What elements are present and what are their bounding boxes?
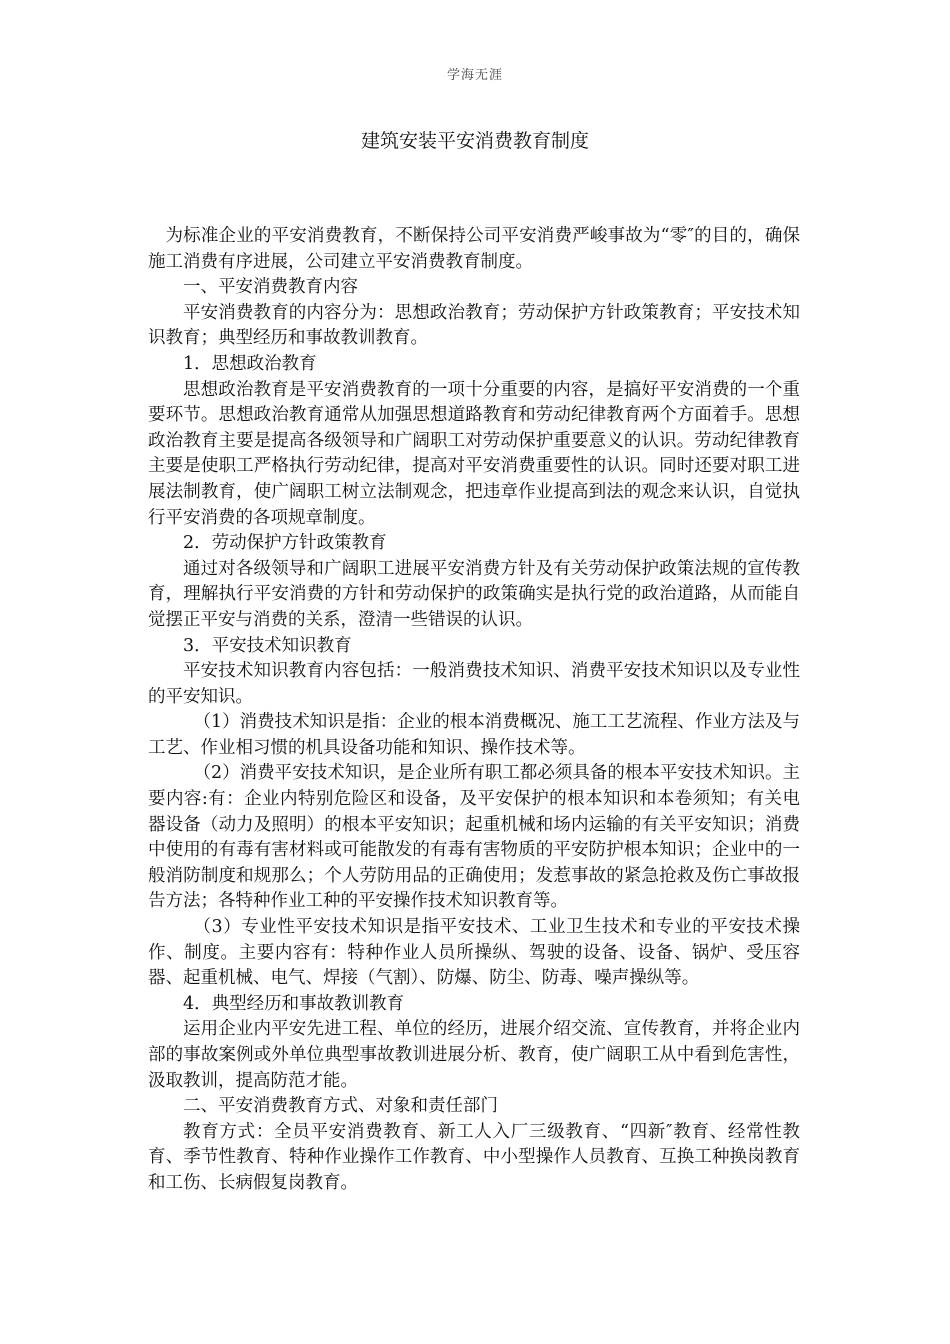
subsection-heading-3: 3．平安技术知识教育	[183, 635, 352, 656]
subsection-heading-2: 2．劳动保护方针政策教育	[183, 533, 387, 554]
page-header: 学海无涯	[446, 68, 503, 83]
list-item: （1）消费技术知识是指：企业的根本消费概况、施工工艺流程、作业方法及与工艺、作业相习惯的机具设备功能和知识、操作技术等。	[148, 712, 800, 758]
paragraph: 教育方式：全员平安消费教育、新工人入厂三级教育、“四新″教育、经常性教育、季节性教育、特种作业操作工作教育、中小型操作人员教育、互换工种换岗教育和工伤、长病假复岗教育。	[148, 1121, 800, 1193]
list-item: （2）消费平安技术知识，是企业所有职工都必须具备的根本平安技术知识。主要内容:有：企业内特别危险区和设备，及平安保护的根本知识和本卷须知；有关电器设备（动力及照明）的根本平安知识；起重机械和场内运输的有关平安知识；消费中使用的有毒有害材料或可能散发的有毒有害物质的平安防护根本知识；企业中的一般消防制度和规那么；个人劳防用品的正确使用；发惹事故的紧急抢救及伤亡事故报告方法；各特种作业工种的平安操作技术知识教育等。	[148, 763, 800, 912]
section-heading-2: 二、平安消费教育方式、对象和责任部门	[183, 1096, 498, 1117]
paragraph: 平安消费教育的内容分为：思想政治教育；劳动保护方针政策教育；平安技术知识教育；典型经历和事故教训教育。	[148, 302, 800, 349]
document-title: 建筑安装平安消费教育制度	[360, 130, 589, 152]
list-item: （3）专业性平安技术知识是指平安技术、工业卫生技术和专业的平安技术操作、制度。主要内容有：特种作业人员所操纵、驾驶的设备、设备、锅炉、受压容器、起重机械、电气、焊接（气割）、防爆、防尘、防毒、噪声操纵等。	[148, 917, 800, 989]
subsection-heading-4: 4．典型经历和事故教训教育	[183, 993, 405, 1014]
paragraph: 运用企业内平安先进工程、单位的经历，进展介绍交流、宣传教育，并将企业内部的事故案例或外单位典型事故教训进展分析、教育，使广阔职工从中看到危害性，汲取教训，提高防范才能。	[148, 1019, 800, 1091]
paragraph: 通过对各级领导和广阔职工进展平安消费方针及有关劳动保护政策法规的宣传教育，理解执行平安消费的方针和劳动保护的政策确实是执行党的政治道路，从而能自觉摆正平安与消费的关系，澄清一些错误的认识。	[148, 558, 800, 630]
document-body	[148, 224, 800, 1197]
paragraph: 平安技术知识教育内容包括：一般消费技术知识、消费平安技术知识以及专业性的平安知识。	[148, 661, 800, 707]
paragraph: 思想政治教育是平安消费教育的一项十分重要的内容，是搞好平安消费的一个重要环节。思想政治教育通常从加强思想道路教育和劳动纪律教育两个方面着手。思想政治教育主要是提高各级领导和广阔职工对劳动保护重要意义的认识。劳动纪律教育主要是使职工严格执行劳动纪律，提高对平安消费重要性的认识。同时还要对职工进展法制教育，使广阔职工树立法制观念，把违章作业提高到法的观念来认识，自觉执行平安消费的各项规章制度。	[148, 379, 800, 528]
paragraph-intro: 为标准企业的平安消费教育，不断保持公司平安消费严峻事故为“零″的目的，确保施工消费有序进展，公司建立平安消费教育制度。	[148, 226, 800, 272]
section-heading-1: 一、平安消费教育内容	[183, 277, 358, 298]
subsection-heading-1: 1．思想政治教育	[183, 353, 317, 374]
